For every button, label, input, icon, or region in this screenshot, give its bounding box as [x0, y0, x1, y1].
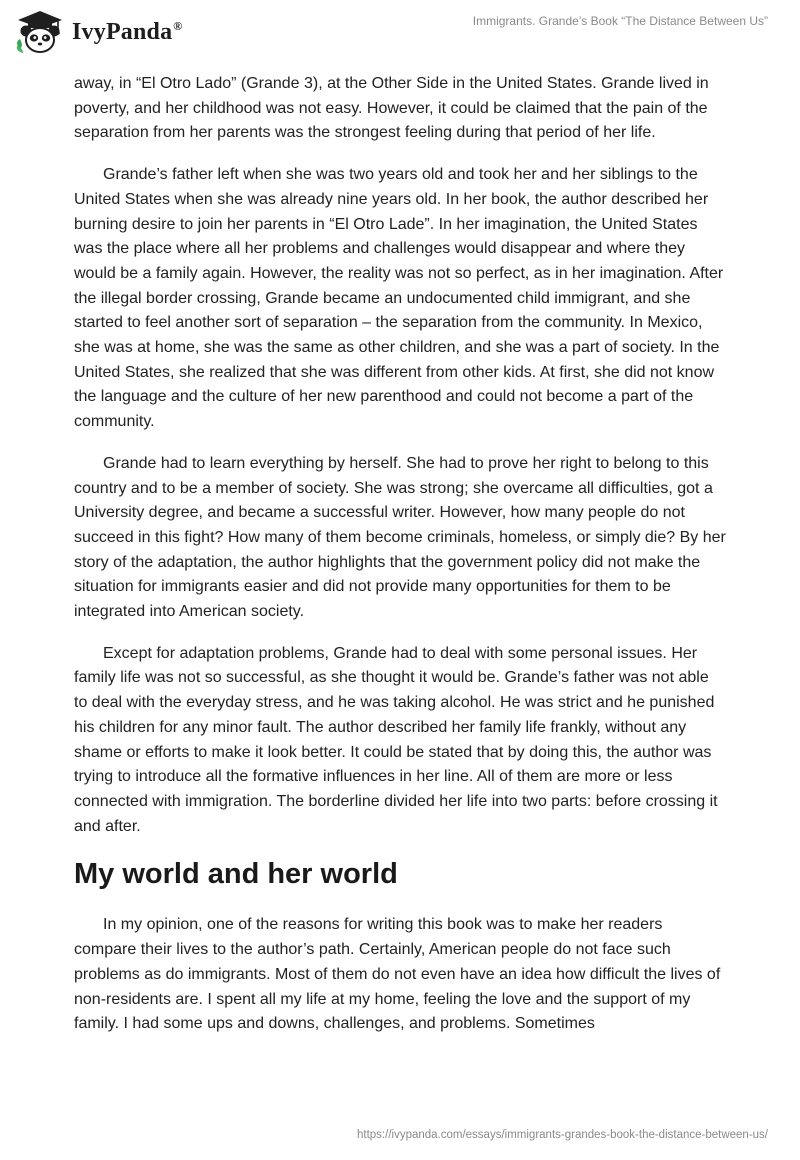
section-heading: My world and her world: [74, 858, 398, 891]
paragraph: away, in “El Otro Lado” (Grande 3), at the Other Side in the United States. Grande lived in poverty, and her childhood was not easy. However, it could be claimed that the pain of the separation from her parents was the strongest feeling during that period of her life.: [74, 75, 709, 142]
paragraph: Grande’s father left when she was two years old and took her and her siblings to the United States when she was already nine years old. In her book, the author described her burning desire to join her parents in “El Otro Lade”. In her imagination, the United States was the place where all her problems and challenges would disappear and where they would be a family again. However, the reality was not so perfect, as in her imagination. After the illegal border crossing, Grande became an undocumented child immigrant, and she started to feel another sort of separation – the separation from the community. In Mexico, she was at home, she was the same as other children, and she was a part of society. In the United States, she realized that she was different from other kids. At first, she did not know the language and the culture of her new parenthood and could not become a part of the community.: [74, 166, 724, 431]
registered-mark: ®: [173, 18, 183, 33]
essay-body: [74, 72, 726, 1054]
source-url[interactable]: https://ivypanda.com/essays/immigrants-grandes-book-the-distance-between-us/: [357, 1129, 768, 1141]
page-header: [0, 0, 800, 64]
ivypanda-logo[interactable]: [14, 8, 182, 56]
paragraph: In my opinion, one of the reasons for writing this book was to make her readers compare their lives to the author’s path. Certainly, American people do not face such problems as do immigrants. Most of them do not even have an idea how difficult the lives of non-residents are. I spent all my life at my home, feeling the love and the support of my family. I had some ups and downs, challenges, and problems. Sometimes: [74, 916, 721, 1033]
paragraph: Grande had to learn everything by herself. She had to prove her right to belong to this country and to be a member of society. She was strong; she overcame all difficulties, got a University degree, and became a successful writer. However, how many people do not succeed in this fight? How many of them become criminals, homeless, or simply die? By her story of the adaptation, the author highlights that the government policy did not make the situation for immigrants easier and did not provide many opportunities for them to be integrated into American society.: [74, 454, 726, 621]
document-title: Immigrants. Grande’s Book “The Distance Between Us”: [472, 14, 768, 28]
paragraph: Except for adaptation problems, Grande had to deal with some personal issues. Her family life was not so successful, as she thought it would be. Grande’s father was not able to deal with the everyday stress, and he was taking alcohol. He was strict and he punished his children for any minor fault. The author described her family life frankly, without any shame or efforts to make it look better. It could be stated that by doing this, the author was trying to introduce all the formative influences in her line. All of them are more or less connected with immigration. The borderline divided her life into two parts: before crossing it and after.: [74, 644, 718, 835]
panda-graduate-icon: [14, 9, 66, 55]
brand-name: IvyPanda®: [72, 18, 183, 45]
